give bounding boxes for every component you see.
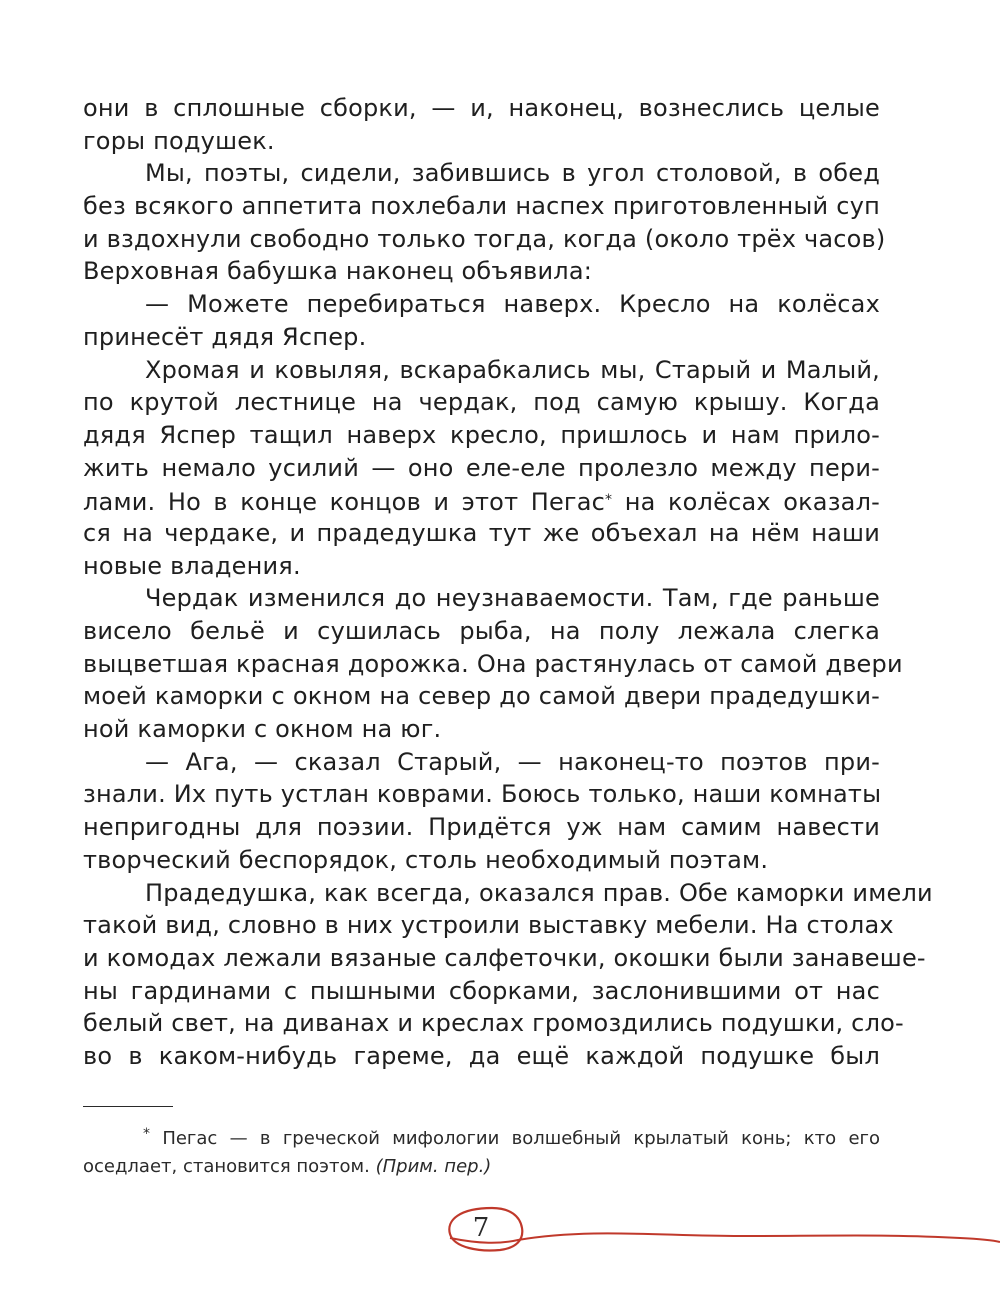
text-line: они в сплошные сборки, — и, наконец, вознеслись целые [83, 94, 880, 122]
footnote-text: оседлает, становится поэтом. [83, 1156, 370, 1177]
footnote-line [83, 1153, 880, 1181]
text-line: без всякого аппетита похлебали наспех приготовленный суп [83, 192, 880, 221]
footnote-divider [83, 1106, 173, 1107]
text-line: белый свет, на диванах и креслах громоздились подушки, сло- [83, 1009, 904, 1038]
text-line: во в каком-нибудь гареме, да ещё каждой подушке был [83, 1041, 880, 1070]
text-line: ны гардинами с пышными сборками, заслонившими от нас [83, 976, 880, 1005]
text-line: и комодах лежали вязаные салфеточки, окошки были занавеше- [83, 943, 926, 972]
translator-note: (Прим. пер.) [375, 1156, 492, 1177]
text-line-with-footnote [83, 484, 880, 517]
text-line: висело бельё и сушилась рыба, на полу лежала слегка [83, 617, 880, 645]
text-line: новые владения. [83, 551, 301, 580]
text-line: — Ага, — сказал Старый, — наконец-то поэтов при- [145, 747, 880, 776]
text-line: и вздохнули свободно только тогда, когда (около трёх часов) [83, 224, 886, 253]
text-line: Верховная бабушка наконец объявила: [83, 257, 593, 286]
main-text [83, 92, 933, 1073]
text-line: — Можете перебираться наверх. Кресло на колёсах [145, 290, 880, 319]
text-line: Хромая и ковыляя, вскарабкались мы, Старый и Малый, [145, 355, 880, 384]
text-line: жить немало усилий — оно еле-еле пролезло между пери- [83, 453, 880, 482]
text-line: ся на чердаке, и прадедушка тут же объехал на нём наши [83, 518, 880, 547]
text-line: по крутой лестнице на чердак, под самую крышу. Когда [83, 388, 880, 417]
text-line: Чердак изменился до неузнаваемости. Там, где раньше [145, 584, 880, 613]
footnote-marker: * [605, 492, 613, 509]
text-line: моей каморки с окном на север до самой двери прадедушки- [83, 682, 880, 711]
footnote-text: Пегас — в греческой мифологии волшебный крылатый конь; кто его [162, 1128, 880, 1149]
text-line: ной каморки с окном на юг. [83, 715, 442, 744]
text-line: такой вид, словно в них устроили выставку мебели. На столах [83, 911, 894, 940]
text-fragment: лами. Но в конце концов и этот Пегас [83, 488, 606, 517]
footnote-marker: * [143, 1126, 150, 1142]
text-line: выцветшая красная дорожка. Она растянулась от самой двери [83, 649, 903, 678]
text-line: горы подушек. [83, 126, 275, 155]
footnote-line [83, 1120, 880, 1153]
text-line: дядя Яспер тащил наверх кресло, пришлось и нам прило- [83, 420, 880, 449]
text-line: знали. Их путь устлан коврами. Боюсь только, наши комнаты [83, 780, 882, 809]
text-line: непригодны для поэзии. Придётся уж нам самим навести [83, 813, 880, 842]
footnote [83, 1120, 880, 1181]
text-line: творческий беспорядок, столь необходимый поэтам. [83, 845, 769, 874]
text-line: Прадедушка, как всегда, оказался прав. Обе каморки имели [145, 878, 933, 907]
page-number: 7 [472, 1213, 490, 1243]
text-fragment: на колёсах оказал- [624, 488, 880, 517]
text-line: Мы, поэты, сидели, забившись в угол столовой, в обед [145, 159, 880, 188]
decorative-line [450, 1233, 1000, 1242]
page-number-decoration [440, 1200, 1000, 1270]
text-line: принесёт дядя Яспер. [83, 322, 367, 351]
